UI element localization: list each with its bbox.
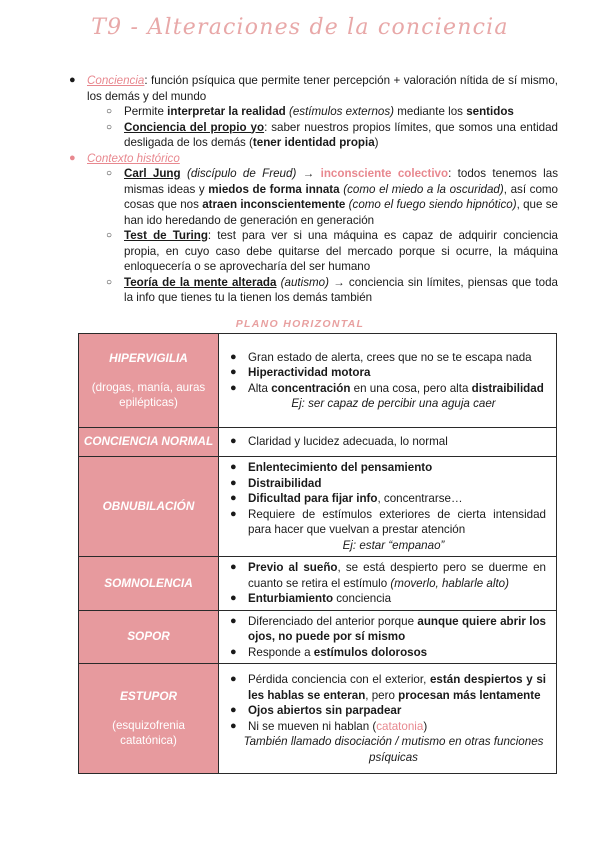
row-label-somnolencia: [79, 557, 219, 611]
row-label-sopor: [79, 610, 219, 664]
text: Previo al sueño: [248, 561, 338, 574]
row-label-obnubilacion: [79, 457, 219, 557]
text: tener identidad propia: [252, 136, 375, 149]
row-content-conciencia-normal: [219, 428, 557, 457]
list-item-permite: [58, 104, 558, 120]
bullet-icon: ●: [230, 645, 237, 658]
text: Permite: [124, 105, 168, 118]
bullet-icon: ●: [69, 74, 76, 86]
list-item: [227, 350, 546, 366]
circle-bullet-icon: ○: [106, 168, 113, 179]
row-content-hipervigilia: [219, 334, 557, 428]
bullet-icon: ●: [230, 476, 237, 489]
bullet-icon: ●: [230, 614, 237, 627]
list-item-turing: [58, 228, 558, 275]
text: → conciencia sin límites, piensas que toda la info que tienes tu la tienen los demás también: [124, 275, 558, 304]
text: Enturbiamiento: [248, 592, 334, 605]
list-item: [227, 434, 546, 450]
label-name: HIPERVIGILIA: [109, 350, 188, 365]
text: mediante los: [394, 105, 467, 118]
list-item: [227, 591, 546, 607]
bullet-icon: ●: [230, 719, 237, 732]
bullet-icon: ●: [230, 673, 237, 685]
text: Ni se mueven ni hablan (: [248, 719, 377, 733]
text: Dificultad para fijar info: [248, 492, 378, 505]
row-content-estupor: [219, 664, 557, 774]
text: Carl Jung: [124, 167, 181, 180]
text: (moverlo, hablarle alto): [390, 576, 509, 590]
text: , que se han ido heredando de generación en generación: [124, 198, 558, 227]
example-note: Ej: estar “empanao”: [342, 538, 445, 552]
bullet-icon: ●: [230, 561, 237, 573]
table-row: [79, 457, 557, 557]
bullet-icon: ●: [230, 350, 237, 363]
list-item-conciencia: [58, 73, 558, 104]
row-content-obnubilacion: [219, 457, 557, 557]
text: , se está despierto pero se duerme en cuanto se retira el estímulo: [248, 561, 546, 590]
table-row: [79, 664, 557, 774]
text: Ojos abiertos sin parpadear: [248, 704, 402, 717]
plano-horizontal-table: [78, 333, 557, 774]
text: (autismo): [280, 275, 329, 289]
text: en una cosa, pero alta: [350, 381, 472, 395]
label-name: OBNUBILACIÓN: [102, 498, 195, 513]
row-label-hipervigilia: [79, 334, 219, 428]
label-sub: (drogas, manía, auras epilépticas): [91, 381, 206, 410]
text: conciencia: [333, 592, 392, 605]
text: inconsciente colectivo: [320, 167, 449, 180]
row-content-somnolencia: [219, 557, 557, 611]
text: Teoría de la mente alterada: [124, 275, 277, 289]
text: Hiperactividad motora: [248, 366, 371, 379]
circle-bullet-icon: ○: [106, 106, 113, 117]
text: catatonia: [376, 719, 424, 733]
text: , pero: [365, 688, 399, 702]
row-label-estupor: [79, 664, 219, 774]
bullet-icon: ●: [230, 507, 237, 520]
text: Enlentecimiento del pensamiento: [248, 461, 433, 474]
table-row: [79, 557, 557, 611]
label-name: ESTUPOR: [119, 688, 178, 703]
list-item: [227, 491, 546, 507]
list-item-jung: [58, 166, 558, 228]
circle-bullet-icon: ○: [106, 121, 113, 133]
text: (como el miedo a la oscuridad): [343, 182, 504, 196]
circle-bullet-icon: ○: [106, 230, 113, 241]
list-item-contexto: [58, 151, 558, 167]
label-name: SOPOR: [127, 629, 170, 643]
text: interpretar la realidad: [167, 105, 286, 118]
text: : función psíquica que permite tener percepción + valoración nítida de sí mismo, los demás y del mundo: [87, 74, 558, 103]
text: sentidos: [466, 105, 514, 118]
list-item: [227, 365, 546, 381]
label-name: CONCIENCIA NORMAL: [83, 434, 214, 449]
text: aunque quiere abrir los ojos, no puede por sí mismo: [248, 614, 546, 643]
text: Test de Turing: [124, 229, 208, 242]
text: Gran estado de alerta, crees que no se te escapa nada: [248, 350, 532, 364]
list-item: [227, 507, 546, 538]
list-item: [227, 476, 546, 492]
text: Distraibilidad: [248, 476, 322, 490]
text: miedos de forma innata: [208, 182, 340, 196]
circle-bullet-icon: ○: [106, 276, 113, 288]
list-item: [227, 672, 546, 703]
list-item-mente-alterada: [58, 275, 558, 306]
example-note: Ej: ser capaz de percibir una aguja caer: [291, 397, 496, 410]
notes-section: [58, 73, 558, 306]
list-item: [227, 560, 546, 591]
text: ): [423, 719, 428, 733]
label-name: SOMNOLENCIA: [104, 575, 193, 590]
text: Responde a: [248, 645, 314, 659]
list-item: [227, 381, 546, 397]
list-item: [227, 614, 546, 645]
label-sub: (esquizofrenia catatónica): [112, 719, 185, 748]
bullet-icon: ●: [69, 151, 76, 164]
list-item: [227, 645, 546, 661]
text: , así como cosas que nos: [124, 182, 558, 211]
text: →: [296, 167, 321, 180]
table-row: [79, 610, 557, 664]
text: Pérdida conciencia con el exterior,: [248, 673, 430, 686]
table-row: [79, 428, 557, 457]
section-title-plano-horizontal: PLANO HORIZONTAL: [235, 318, 365, 330]
text: atraen inconscientemente: [202, 198, 346, 211]
text: (discípulo de Freud): [186, 167, 297, 180]
list-item: [227, 703, 546, 719]
bullet-icon: ●: [230, 435, 237, 448]
text: : saber nuestros propios límites, que somos una entidad desligada de los demás (: [124, 120, 558, 149]
text: , concentrarse…: [377, 492, 463, 505]
text: (estímulos externos): [288, 105, 394, 118]
text: Diferenciado del anterior porque: [248, 614, 418, 628]
bullet-icon: ●: [230, 366, 237, 378]
list-item: [227, 460, 546, 476]
row-content-sopor: [219, 610, 557, 664]
text: Requiere de estímulos exteriores de cierta intensidad para hacer que vuelvan a prestar atención: [248, 507, 546, 536]
text: Claridad y lucidez adecuada, lo normal: [248, 435, 448, 449]
list-item-propio-yo: [58, 120, 558, 151]
term-conciencia: Conciencia: [87, 74, 145, 87]
bullet-icon: ●: [230, 704, 237, 716]
page-title: T9 - Alteraciones de la conciencia: [91, 15, 509, 40]
text: ): [374, 136, 379, 149]
text: procesan más lentamente: [398, 688, 541, 702]
text: : test para ver si una máquina es capaz de adquirir conciencia propia, en cuyo caso debe quitarse del mercado porque si ocurre, la máquina enloquecería o se aprovecharía del ser humano: [124, 229, 558, 273]
row-label-conciencia-normal: [79, 428, 219, 457]
text: concentración: [271, 381, 351, 395]
text: : todos tenemos las mismas ideas y: [124, 167, 558, 196]
table-row: [79, 334, 557, 428]
term-contexto: Contexto histórico: [87, 151, 180, 165]
text: estímulos dolorosos: [313, 645, 428, 659]
text: Conciencia del propio yo: [124, 120, 265, 134]
list-item: [227, 719, 546, 735]
bullet-icon: ●: [230, 461, 237, 473]
bullet-icon: ●: [230, 381, 237, 394]
example-note: También llamado disociación / mutismo en otras funciones psíquicas: [243, 735, 544, 764]
bullet-icon: ●: [230, 592, 237, 604]
bullet-icon: ●: [230, 492, 237, 504]
text: (como el fuego siendo hipnótico): [348, 198, 517, 211]
text: Alta: [248, 381, 272, 395]
text: distraibilidad: [471, 381, 544, 395]
text: están despiertos y si les hablas se enteran: [248, 673, 546, 702]
